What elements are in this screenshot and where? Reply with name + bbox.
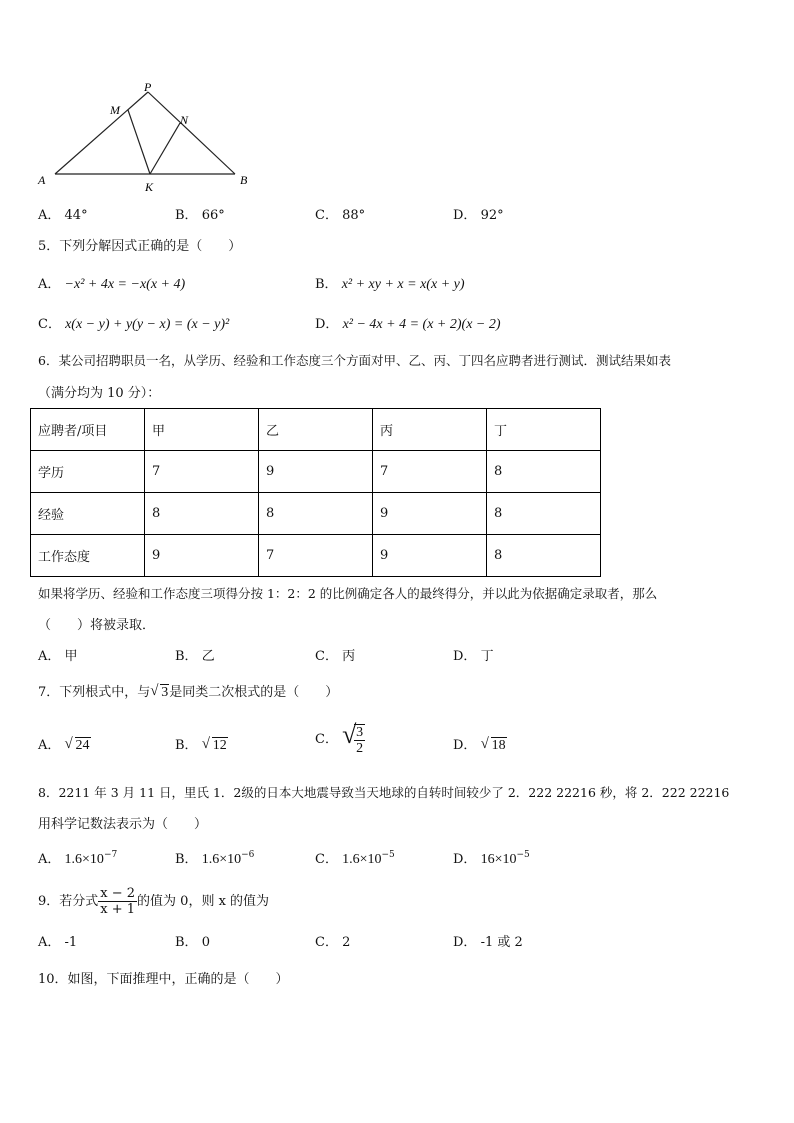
table-header-cell: 丁 [487, 409, 601, 451]
q5-option-a: A． −x² + 4x = −x(x + 4) [38, 277, 186, 292]
table-cell: 7 [259, 535, 373, 577]
q6-stem-line2: （满分均为 10 分）： [38, 386, 161, 401]
q9-option-b: B． 0 [175, 935, 210, 950]
table-header-cell: 甲 [145, 409, 259, 451]
label-N: N [180, 113, 189, 127]
q8-option-d: D． $16\times 10^{-5}$ [453, 850, 530, 867]
q7-option-c: C． √ $\frac{3}{2}$ [315, 720, 364, 756]
q5-option-c: C． x(x − y) + y(y − x) = (x − y)² [38, 317, 230, 332]
q9-option-a: A． -1 [38, 935, 78, 950]
label-P: P [144, 80, 152, 94]
segment-AP [55, 92, 148, 174]
q7-option-b: B． √ 12 [175, 736, 227, 753]
label-A: A [38, 173, 46, 187]
sqrt-3: √ 3 [150, 683, 169, 700]
q6-after-line1: 如果将学历、经验和工作态度三项得分按 1：2：2 的比例确定各人的最终得分，并以此为依据确定录取者，那么 [38, 586, 658, 601]
table-row [31, 493, 601, 535]
q6-stem-line1: 6．某公司招聘职员一名，从学历、经验和工作态度三个方面对甲、乙、丙、丁四名应聘者进行测试．测试结果如表 [38, 353, 671, 368]
q10-stem: 10．如图，下面推理中，正确的是（ ） [38, 972, 289, 987]
table-cell: 9 [145, 535, 259, 577]
table-cell: 9 [373, 535, 487, 577]
table-cell: 7 [373, 451, 487, 493]
segment-MK [128, 110, 150, 174]
table-cell: 9 [259, 451, 373, 493]
q9-option-c: C． 2 [315, 935, 351, 950]
q5-option-d: D． x² − 4x + 4 = (x + 2)(x − 2) [315, 317, 501, 332]
q8-stem-line1: 8．2211 年 3 月 11 日，里氏 1．2级的日本大地震导致当天地球的自转时间较少了 2．222 22216 秒，将 2．222 22216 [38, 785, 730, 800]
table-header-cell: 应聘者/项目 [31, 409, 145, 451]
q6-option-b: B． 乙 [175, 649, 215, 664]
q6-option-d: D． 丁 [453, 649, 494, 664]
q4-option-c: C． 88° [315, 208, 366, 223]
table-cell: 8 [145, 493, 259, 535]
q5-option-b: B． x² + xy + x = x(x + y) [315, 277, 465, 292]
q7-stem: 7．下列根式中，与 √ 3是同类二次根式的是（ ） [38, 683, 339, 700]
triangle-figure [30, 78, 255, 197]
q8-option-a: A． $1.6\times 10^{-7}$ [38, 850, 118, 867]
table-cell: 8 [487, 535, 601, 577]
q9-fraction: $\frac{x - 2}{x + 1}$ [100, 886, 136, 917]
q7-option-a: A． √ 24 [38, 736, 90, 753]
table-cell: 学历 [31, 451, 145, 493]
table-cell: 9 [373, 493, 487, 535]
q8-option-b: B． $1.6\times 10^{-6}$ [175, 850, 255, 867]
table-cell: 工作态度 [31, 535, 145, 577]
label-B: B [240, 173, 248, 187]
q7-option-d: D． √ 18 [453, 736, 506, 753]
segment-NK [150, 123, 180, 174]
table-cell: 8 [259, 493, 373, 535]
label-M: M [110, 103, 120, 117]
q4-option-d: D． 92° [453, 208, 504, 223]
q9-option-d: D． -1 或 2 [453, 935, 523, 950]
table-header-cell: 乙 [259, 409, 373, 451]
table-header-cell: 丙 [373, 409, 487, 451]
q9-stem: 9．若分式 $\frac{x - 2}{x + 1}$ 的值为 0，则 x 的值为 [38, 886, 270, 917]
q6-option-a: A． 甲 [38, 649, 78, 664]
q8-option-c: C． $1.6\times 10^{-5}$ [315, 850, 395, 867]
table-cell: 7 [145, 451, 259, 493]
q4-option-b: B． 66° [175, 208, 225, 223]
table-cell: 8 [487, 451, 601, 493]
table-row [31, 535, 601, 577]
q6-after-line2: （ ）将被录取． [38, 618, 156, 633]
q5-stem: 5．下列分解因式正确的是（ ） [38, 239, 242, 254]
table-row [31, 451, 601, 493]
table-cell: 8 [487, 493, 601, 535]
q6-score-table [30, 408, 601, 577]
q6-option-c: C． 丙 [315, 649, 356, 664]
q8-stem-line2: 用科学记数法表示为（ ） [38, 817, 208, 832]
label-K: K [145, 180, 154, 193]
segment-PB [148, 92, 235, 174]
triangle-diagram [30, 78, 255, 193]
table-header-row [31, 409, 601, 451]
q4-option-a: A． 44° [38, 208, 88, 223]
table-cell: 经验 [31, 493, 145, 535]
